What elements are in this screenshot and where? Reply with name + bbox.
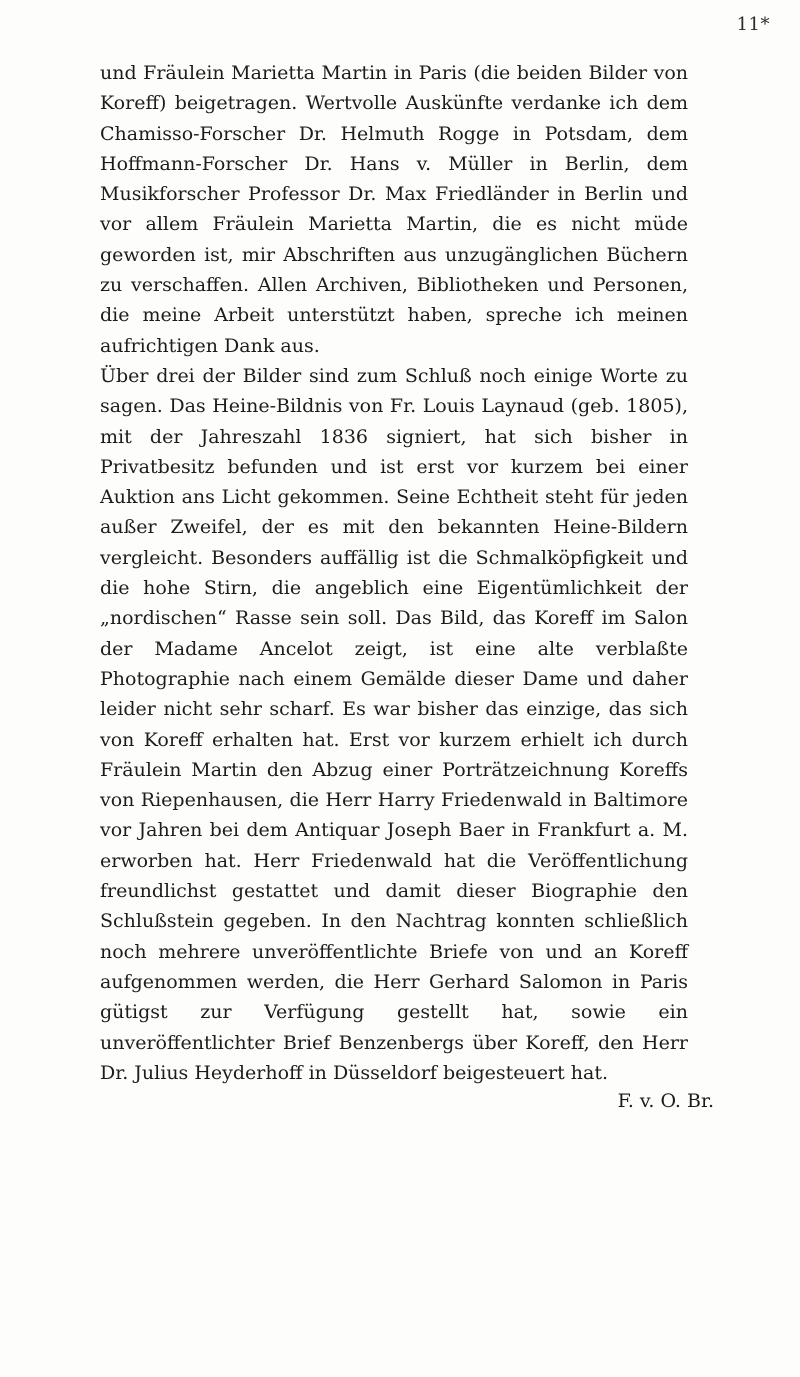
- author-initials: F. v. O. Br.: [617, 1090, 714, 1112]
- paragraph-acknowledgements: und Fräulein Marietta Martin in Paris (die beiden Bilder von Koreff) beigetragen. Wertvolle Auskünfte verdanke ich dem Chamisso-Forscher Dr. Helmuth Rogge in Potsdam, dem Hoffmann-Forscher Dr. Hans v. Müller in Berlin, dem Musikforscher Professor Dr. Max Friedländer in Berlin und vor allem Fräulein Marietta Martin, die es nicht müde geworden ist, mir Abschriften aus unzugänglichen Büchern zu verschaffen. Allen Archiven, Bibliotheken und Personen, die meine Arbeit unterstützt haben, spreche ich meinen aufrichtigen Dank aus.: [100, 62, 688, 357]
- body-text: [100, 58, 688, 1088]
- page-number: 11*: [736, 14, 770, 35]
- paragraph-illustrations: Über drei der Bilder sind zum Schluß noch einige Worte zu sagen. Das Heine-Bildnis von Fr. Louis Laynaud (geb. 1805), mit der Jahreszahl 1836 signiert, hat sich bisher in Privatbesitz befunden und ist erst vor kurzem bei einer Auktion ans Licht gekommen. Seine Echtheit steht für jeden außer Zweifel, der es mit den bekannten Heine-Bildern vergleicht. Besonders auffällig ist die Schmalköpfigkeit und die hohe Stirn, die angeblich eine Eigentümlichkeit der „nordischen“ Rasse sein soll. Das Bild, das Koreff im Salon der Madame Ancelot zeigt, ist eine alte verblaßte Photographie nach einem Gemälde dieser Dame und daher leider nicht sehr scharf. Es war bisher das einzige, das sich von Koreff erhalten hat. Erst vor kurzem erhielt ich durch Fräulein Martin den Abzug einer Porträtzeichnung Koreffs von Riepenhausen, die Herr Harry Friedenwald in Baltimore vor Jahren bei dem Antiquar Joseph Baer in Frankfurt a. M. erworben hat. Herr Friedenwald hat die Veröffentlichung freundlichst gestattet und damit dieser Biographie den Schlußstein gegeben. In den Nachtrag konnten schließlich noch mehrere unveröffentlichte Briefe von und an Koreff aufgenommen werden, die Herr Gerhard Salomon in Paris gütigst zur Verfügung gestellt hat, sowie ein unveröffentlichter Brief Benzenbergs über Koreff, den Herr Dr. Julius Heyderhoff in Düsseldorf beigesteuert hat.: [100, 364, 688, 1084]
